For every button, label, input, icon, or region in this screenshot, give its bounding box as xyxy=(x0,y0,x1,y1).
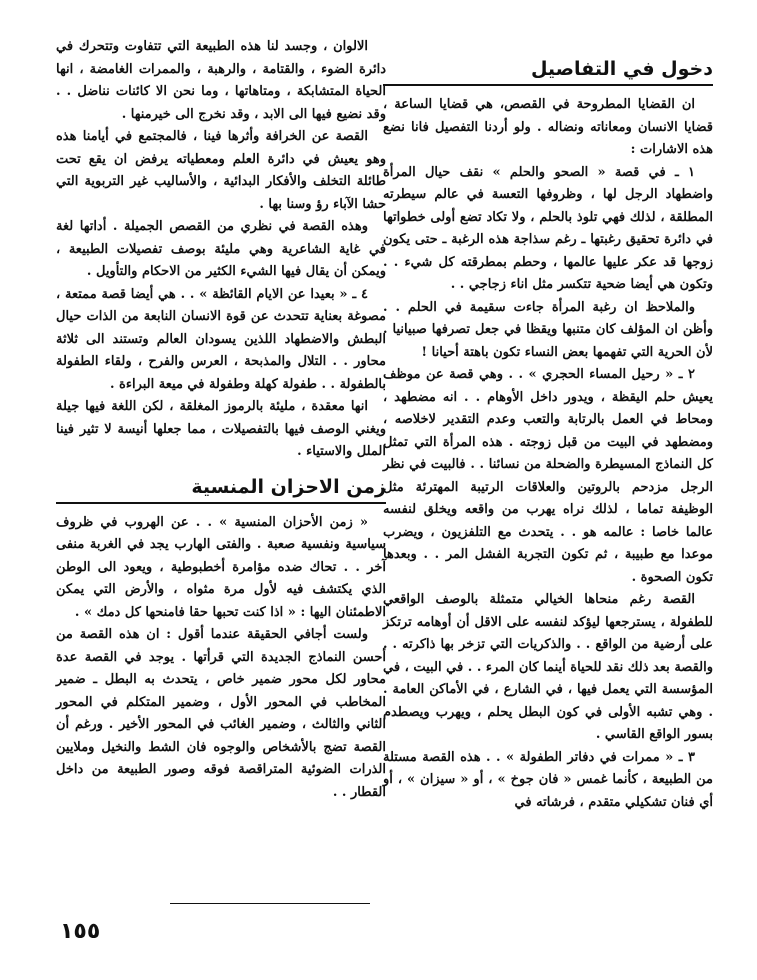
paragraph: ولست أجافي الحقيقة عندما أقول : ان هذه القصة من أحسن النماذج الجديدة التي قرأتها . يوجد في القصة عدة محاور لكل محور ضمير خاص ، يتحدث به البطل ـ ضمير المخاطب في المحور الأول ، وضمير المتكلم في المحور الثاني والثالث ، وضمير الغائب في المحور الأخير . ورغم أن القصة تضج بالأشخاص والوجوه فان الشط والنخيل وملايين الذرات الضوئية المتراقصة فوقه وصور الطبيعة من داخل القطار . . xyxy=(56,627,386,800)
paragraph: الالوان ، وجسد لنا هذه الطبيعة التي تتفاوت وتتحرك في دائرة الضوء ، والقتامة ، والرهبة ، والممرات الغامضة ، انها الحياة المتشابكة ، ومتاهاتها ، وما نحن الا كائنات نناضل . . وقد نضيع فيها الى الابد ، وقد نخرج الى خيرمنها . xyxy=(56,39,386,122)
paragraph: وهذه القصة في نظري من القصص الجميلة . أداتها لغة في غاية الشاعرية وهي مليئة بوصف تفصيلات الطبيعة ، ويمكن أن يقال فيها الشيء الكثير من الاحكام والتأويل . xyxy=(56,219,386,279)
section-heading-details: دخول في التفاصيل xyxy=(383,58,713,86)
left-column xyxy=(56,36,386,804)
paragraph: ٣ ـ « ممرات في دفاتر الطفولة » . . هذه القصة مستلة من الطبيعة ، كأنما غمس « فان جوخ » ، أو « سيزان » ، أو أي فنان تشكيلي متقدم ، فرشاته في xyxy=(383,749,713,810)
paragraph: « زمن الأحزان المنسية » . . عن الهروب في ظروف سياسية ونفسية صعبة . والفتى الهارب يجد في الغربة منفى آخر . . تحاك ضده مؤامرة أخطبوطية ، ويعود الى الوطن الذي يكتشف فيه لأول مرة مثواه ، والأرض التي يمكن الاطمئنان اليها : « اذا كنت تحبها حقا فامنحها كل دمك » . xyxy=(56,514,386,620)
section-heading-forgotten-sorrows: زمن الاحزان المنسية xyxy=(56,476,386,504)
page-number: ١٥٥ xyxy=(60,919,101,944)
paragraph: ٤ ـ « بعيدا عن الايام القائظة » . . هي أيضا قصة ممتعة ، مصوغة بعناية تتحدث عن قوة الانسان النابعة من الذات حيال البطش والاضطهاد اللذين يسودان العالم وتستند الى ثلاثة محاور . . التلال والمذبحة ، العرس والفرح ، ولقاء الطفولة بالطفولة . . طفولة كهلة وطفولة في ميعة البراءة . xyxy=(56,286,386,392)
right-column xyxy=(383,36,713,814)
paragraph: القصة رغم منحاها الخيالي متمثلة بالوصف الواقعي للطفولة ، يسترجعها ليؤكد لنفسه على الاقل أن أوهامه ترتكز على أرضية من الواقع . . والذكريات التي تزخر بها ذاكرته . . والقصة بعد ذلك نقد للحياة أينما كان المرء . . في البيت ، في المؤسسة التي يعمل فيها ، في الشارع ، في الأماكن العامة . . وهي تشبه الأولى في كون البطل يحلم ، ويهرب ويصطدم بسور الواقع القاسي . xyxy=(383,592,713,742)
paragraph: القصة عن الخرافة وأثرها فينا ، فالمجتمع في أيامنا هذه وهو يعيش في دائرة العلم ومعطياته يرفض ان يقع تحت طائلة التخلف والأفكار البدائية ، والأساليب غير التربوية التي حشا الآباء رؤ وسنا بها . xyxy=(56,129,386,212)
paragraph: والملاحظ ان رغبة المرأة جاءت سقيمة في الحلم . . وأظن ان المؤلف كان متنبها ويقظا في جعل تصرفها صبيانيا . لأن الحرية التي تفهمها بعض النساء تكون باهتة أحيانا ! xyxy=(383,299,713,360)
paragraph: ١ ـ في قصة « الصحو والحلم » نقف حيال المرأة واضطهاد الرجل لها ، وظروفها التعسة في عالم سيطرته المطلقة ، لذلك فهي تلوذ بالحلم ، ولا تكاد تضع أولى خطواتها في دائرة تحقيق رغبتها ـ رغم سذاجة هذه الرغبة ـ حتى يكون زوجها قد عكر عليها عالمها ، وحطم بمطرقته كل شيء . . وتكون هي أيضا ضحية تتكسر مثل اناء زجاجي . . xyxy=(383,164,714,292)
paragraph: ان القضايا المطروحة في القصص، هي قضايا الساعة ، قضايا الانسان ومعاناته ونضاله . ولو أردنا التفصيل فانا نضع هذه الاشارات : xyxy=(383,97,713,157)
paragraph: انها معقدة ، مليئة بالرموز المغلقة ، لكن اللغة فيها جيلة ويغني الوصف فيها بالتفصيلات ، مما جعلها أنيسة لا تثير فينا الملل والاستياء . xyxy=(56,399,386,459)
footer-divider xyxy=(170,903,370,904)
paragraph: ٢ ـ « رحيل المساء الحجري » . . وهي قصة عن موظف يعيش حلم اليقظة ، ويدور داخل الأوهام . . انه مضطهد ، ومحاط في العمل بالرتابة والتعب وعدم التقدير لاخلاصه ، ومضطهد في البيت من قبل زوجته . هذه المرأة التي تمثل كل النماذج المسيطرة والضحلة من نسائنا . . فالبيت في نظر الرجل مزدحم بالروتين والعلاقات الرتيبة المهترئة مثل الوظيفة تماما ، لذلك نراه يهرب من واقعه ويخلق لنفسه عالما خاصا : عالمه هو . . يتحدث مع التلفزيون ، ويضرب موعدا مع طبيبة ، ثم تكون التجربة الفشل المر . . وبعدها تكون الصحوة . xyxy=(383,367,713,585)
